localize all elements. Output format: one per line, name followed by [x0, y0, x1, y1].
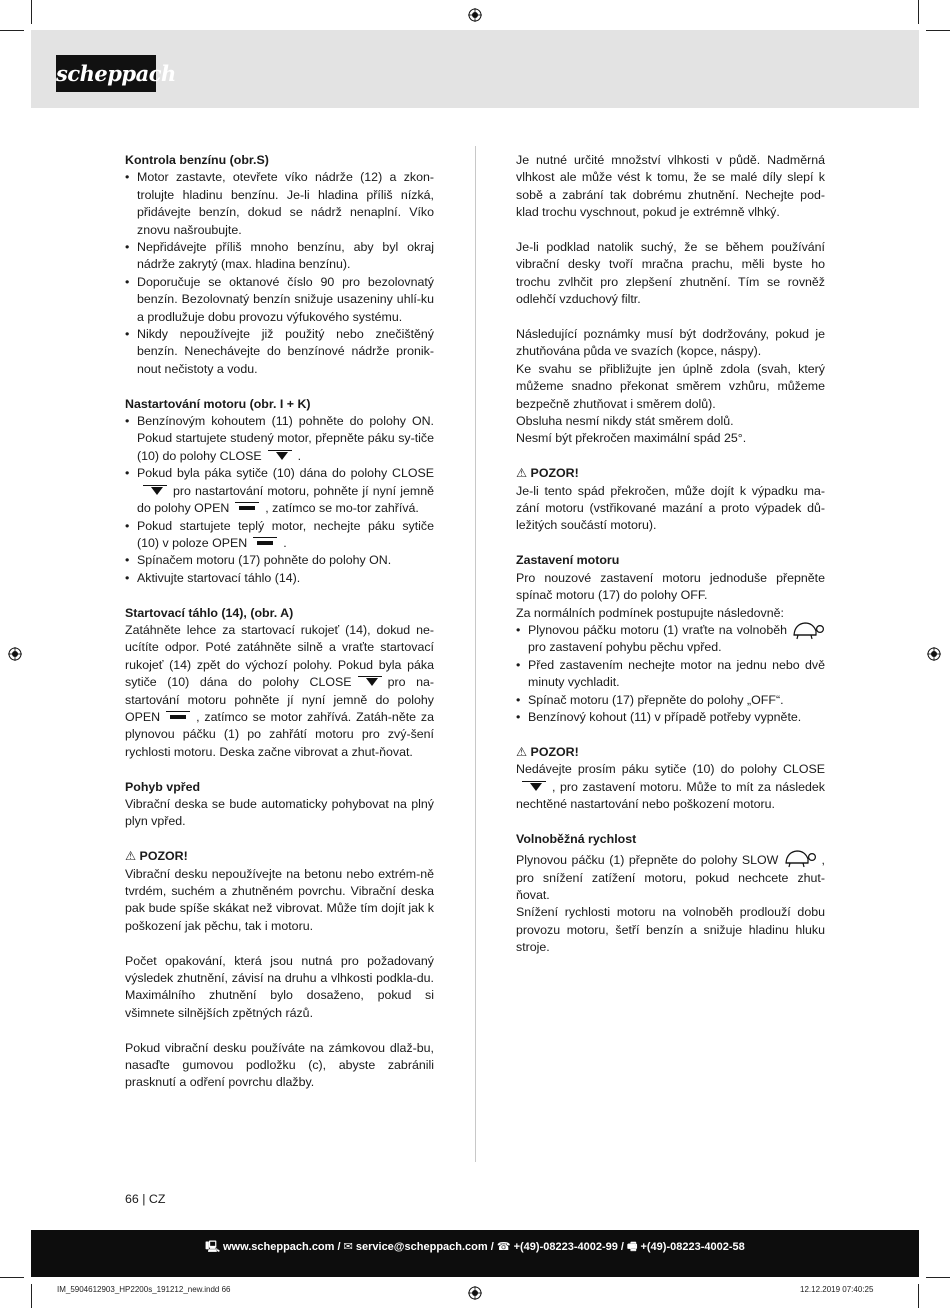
list-item: • Benzínovým kohoutem (11) pohněte do polohy ON. Pokud startujete studený motor, přepněte páku sy-tiče (10) do polohy CLOSE . [125, 413, 434, 465]
paragraph: Je-li tento spád překročen, může dojít k výpadku ma-zání motoru (vstřikované mazání a proto výpadek dů-ležitých součástí motoru). [516, 483, 825, 533]
crop-mark [31, 1284, 32, 1308]
paragraph: Nedávejte prosím páku sytiče (10) do polohy CLOSE, pro zastavení motoru. Může to mít za následek nechtěné nastartování nebo poškození motoru. [516, 762, 825, 811]
paragraph: Snížení rychlosti motoru na volnoběh prodlouží dobu provozu motoru, šetří benzín a snižuje hladinu hluku stroje. [516, 905, 825, 955]
print-timestamp: 12.12.2019 07:40:25 [800, 1285, 874, 1294]
engine-stop-list [516, 622, 825, 726]
crop-mark [926, 1277, 950, 1278]
list-item: • Pokud byla páka sytiče (10) dána do polohy CLOSEpro nastartování motoru, pohněte jí nyní jemně do polohy OPEN , zatímco se mo-tor zahřívá. [125, 465, 434, 517]
choke-open-icon [253, 537, 277, 550]
section-heading-idle-speed: Volnoběžná rychlost [516, 831, 637, 846]
paragraph: Následující poznámky musí být dodržovány, pokud je zhutňována půda ve svazích (kopce, náspy). [516, 327, 825, 359]
warning-heading: ⚠ POZOR! [516, 744, 579, 759]
brand-logo: scheppach [56, 55, 156, 92]
section-heading-fuel-check: Kontrola benzínu (obr.S) [125, 153, 269, 167]
list-item: • Aktivujte startovací táhlo (14). [125, 570, 434, 587]
choke-close-icon [358, 676, 382, 689]
paragraph: Obsluha nesmí nikdy stát směrem dolů. [516, 414, 734, 429]
paragraph: Zatáhněte lehce za startovací rukojeť (14), dokud ne-ucítíte odpor. Poté zatáhněte silně a vraťte startovací rukojeť (14) zpět do výchozí polohy. Pokud byla páka sytiče (10) dána do polohy CLOSE pro na-startování motoru pohněte jí nyní jemně do polohy OPEN , zatímco se motor zahřívá. Zatáh-něte za plynovou páčku (1) po zahřátí motoru pro zvý-šení rychlosti motoru. Deska začne vibrovat a zhut-ňovat. [125, 622, 434, 759]
paragraph: Vibrační deska se bude automaticky pohybovat na plný plyn vpřed. [125, 796, 434, 829]
choke-close-icon [522, 781, 546, 794]
section-heading-engine-start: Nastartování motoru (obr. I + K) [125, 396, 311, 411]
section-heading-forward-motion: Pohyb vpřed [125, 779, 201, 794]
engine-start-list [125, 413, 434, 587]
warning-heading: ⚠ POZOR! [125, 849, 188, 864]
list-item: • Před zastavením nechejte motor na jednu nebo dvě minuty vychladit. [516, 657, 825, 692]
column-divider [475, 146, 476, 1162]
footer-contact-bar [31, 1230, 919, 1277]
section-heading-starter-cord: Startovací táhlo (14), (obr. A) [125, 605, 294, 620]
registration-mark-icon [468, 8, 482, 22]
crop-mark [0, 1277, 24, 1278]
list-item: • Nikdy nepoužívejte již použitý nebo znečištěný benzín. Nenechávejte do benzínové nádrže pronik-nout nečistoty a vodu. [125, 326, 434, 378]
choke-open-icon [235, 502, 259, 515]
page-number: 66 | CZ [125, 1192, 166, 1206]
registration-mark-icon [8, 647, 22, 661]
crop-mark [918, 0, 919, 24]
registration-mark-icon [468, 1286, 482, 1300]
choke-close-icon [268, 450, 292, 463]
list-item: • Spínačem motoru (17) pohněte do polohy ON. [125, 552, 434, 569]
left-column [125, 152, 434, 1092]
paragraph: Pro nouzové zastavení motoru jednoduše přepněte spínač motoru (17) do polohy OFF. [516, 570, 825, 603]
warning-heading: ⚠ POZOR! [516, 466, 579, 481]
print-file-name: IM_5904612903_HP2200s_191212_new.indd 66 [57, 1285, 231, 1294]
section-heading-engine-stop: Zastavení motoru [516, 553, 620, 568]
crop-mark [0, 30, 24, 31]
paragraph: Vibrační desku nepoužívejte na betonu nebo extrém-ně tvrdém, suchém a zhutněném povrchu. Vibrační deska pak bude spíše skákat než vibrovat. Může tím dojít jak k poškození jak pěchu, tak i motoru. [125, 866, 434, 933]
list-item: • Plynovou páčku motoru (1) vraťte na volnoběh pro zastavení pohybu pěchu vpřed. [516, 622, 825, 657]
list-item: • Doporučuje se oktanové číslo 90 pro bezolovnatý benzín. Bezolovnatý benzín snižuje usazeniny uhlí-ku a prodlužuje dobu provozu výfukového systému. [125, 274, 434, 326]
list-item: • Benzínový kohout (11) v případě potřeby vypněte. [516, 709, 825, 726]
registration-mark-icon [927, 647, 941, 661]
list-item: • Nepřidávejte příliš mnoho benzínu, aby byl okraj nádrže zakrytý (max. hladina benzínu). [125, 239, 434, 274]
paragraph: Počet opakování, která jsou nutná pro požadovaný výsledek zhutnění, závisí na druhu a vlhkosti podkla-du. Maximálního zhutnění bylo dosaženo, pokud si všimnete silnějších zpětných rázů. [125, 953, 434, 1020]
choke-open-icon [166, 711, 190, 724]
crop-mark [926, 30, 950, 31]
paragraph: Ke svahu se přibližujte jen úplně zdola (svah, který můžeme snadno překonat směrem vzhůru, můžeme bezpečně zhutňovat i směrem dolů). [516, 361, 825, 411]
paragraph: Nesmí být překročen maximální spád 25°. [516, 431, 747, 446]
paragraph: Je-li podklad natolik suchý, že se během používání vibrační desky tvoří mračna prachu, měli byste ho trochu zvlhčit pro zlepšení zhutnění. Tím se rovněž odlehčí vzduchový filtr. [516, 240, 825, 307]
turtle-slow-icon [783, 848, 817, 868]
crop-mark [31, 0, 32, 24]
choke-close-icon [143, 485, 167, 498]
list-item: • Motor zastavte, otevřete víko nádrže (12) a zkon-trolujte hladinu benzínu. Je-li hladina příliš nízká, přidávejte benzín, dokud se nádrž nenaplní. Víko znovu našroubujte. [125, 169, 434, 239]
contact-info: 🖳 www.scheppach.com / ✉ service@scheppach.com / ☎ +(49)-08223-4002-99 / 🖷 +(49)-08223-4002-58 [205, 1241, 745, 1253]
right-column [516, 152, 825, 957]
paragraph: Plynovou páčku (1) přepněte do polohy SLOW , pro snížení zatížení motoru, pokud nechcete zhut-ňovat. [516, 848, 825, 904]
turtle-slow-icon [791, 620, 825, 640]
list-item: • Pokud startujete teplý motor, nechejte páku sytiče (10) v poloze OPEN . [125, 518, 434, 553]
paragraph: Je nutné určité množství vlhkosti v půdě. Nadměrná vlhkost ale může vést k tomu, že se malé díly slepí k sobě a zabrání tak dobrému zhutnění. Nechejte pod-klad trochu vyschnout, pokud je extrémně vlhký. [516, 153, 825, 220]
list-item: • Spínač motoru (17) přepněte do polohy „OFF“. [516, 692, 825, 709]
paragraph: Za normálních podmínek postupujte následovně: [516, 605, 784, 620]
paragraph: Pokud vibrační desku používáte na zámkovou dlaž-bu, nasaďte gumovou podložku (c), abyste zabránili prasknutí a odření povrchu dlažby. [125, 1040, 434, 1090]
crop-mark [918, 1284, 919, 1308]
fuel-check-list [125, 169, 434, 378]
